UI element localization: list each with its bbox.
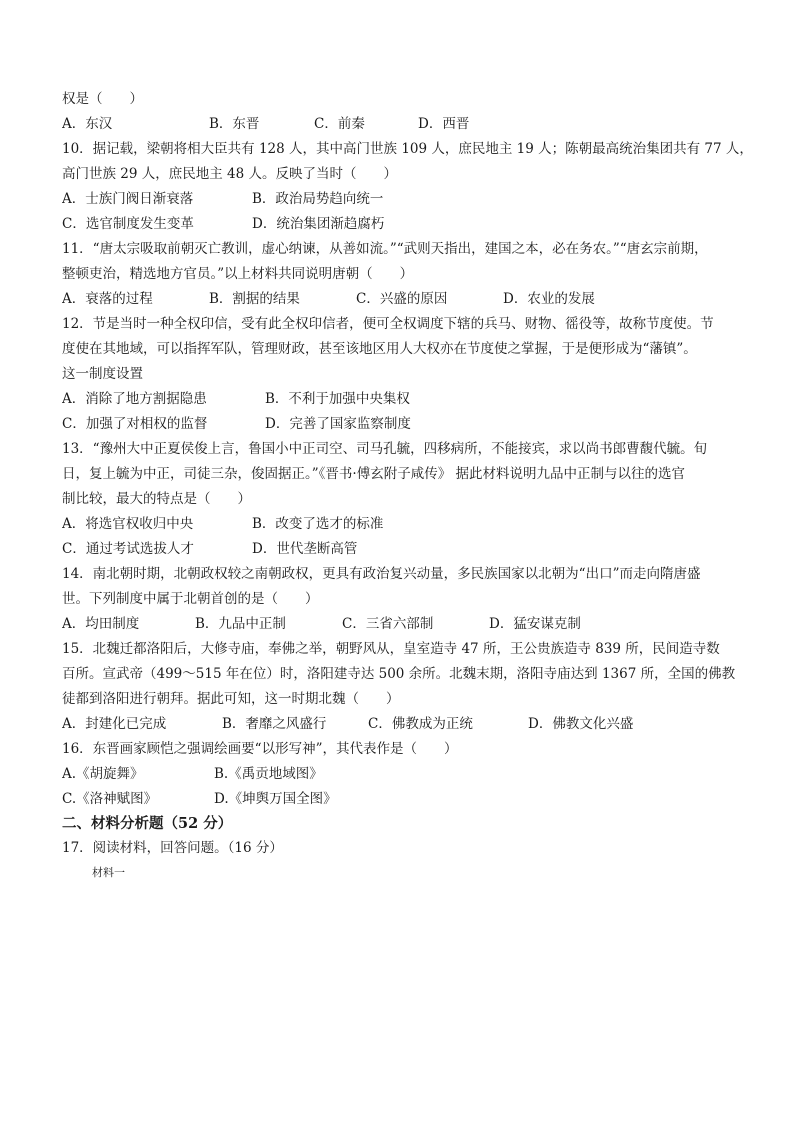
option-c: C.《洛神赋图》	[62, 791, 158, 807]
option-a: A．衰落的过程	[62, 291, 153, 307]
option-c: C．佛教成为正统	[368, 716, 473, 732]
q11-options	[62, 287, 754, 312]
option-b: B．东晋	[209, 116, 260, 132]
option-a: A．东汉	[62, 116, 113, 132]
option-c: C．前秦	[314, 116, 365, 132]
option-c: C．兴盛的原因	[356, 291, 448, 307]
option-d: D．佛教文化兴盛	[528, 716, 634, 732]
q13-options-cd	[62, 537, 754, 562]
q11-stem-1: 11．“唐太宗吸取前朝灭亡教训，虚心纳谏，从善如流。”“武则天指出，建国之本，必在务农。”“唐玄宗前期，	[62, 241, 708, 257]
q13-stem-1: 13．“豫州大中正夏侯俊上言，鲁国小中正司空、司马孔毓，四移病所，不能接宾，求以尚书郎曹馥代毓。旬	[62, 441, 708, 457]
q9-options	[62, 112, 754, 137]
q10-stem-2: 高门世族 29 人，庶民地主 48 人。反映了当时（ ）	[62, 166, 398, 182]
option-a: A.《胡旋舞》	[62, 766, 144, 782]
option-b: B．九品中正制	[195, 616, 286, 632]
q12-options-ab	[62, 387, 754, 412]
q12-options-cd	[62, 412, 754, 437]
q12-stem-2: 度使在其地域，可以指挥军队，管理财政，甚至该地区用人大权亦在节度使之掌握，于是便形成为“藩镇”。	[62, 341, 697, 357]
q15-stem-2: 百所。宣武帝（499～515 年在位）时，洛阳建寺达 500 余所。北魏末期，洛阳寺庙达到 1367 所，全国的佛教	[62, 666, 736, 682]
q15-stem-1: 15．北魏迁都洛阳后，大修寺庙，奉佛之举，朝野风从，皇室造寺 47 所，王公贵族造寺 839 所，民间造寺数	[62, 641, 720, 657]
option-b: B．割据的结果	[209, 291, 300, 307]
q16-options-ab	[62, 762, 754, 787]
q11-stem-2: 整顿吏治，精选地方官员。”以上材料共同说明唐朝（ ）	[62, 266, 414, 282]
q9-stem-end: 权是（ ）	[62, 91, 143, 107]
option-d: D．完善了国家监察制度	[265, 416, 411, 432]
q13-stem-3: 制比较，最大的特点是（ ）	[62, 491, 251, 507]
option-c: C．通过考试选拔人才	[62, 541, 194, 557]
q10-options-cd	[62, 212, 754, 237]
q13-stem-2: 日，复上毓为中正，司徒三杂，俊固据正。”《晋书·傅玄附子咸传》 据此材料说明九品中正制与以往的选官	[62, 466, 685, 482]
q14-options	[62, 612, 754, 637]
option-a: A．封建化已完成	[62, 716, 167, 732]
q13-options-ab	[62, 512, 754, 537]
material-label: 材料一	[92, 866, 125, 879]
q12-stem-1: 12．节是当时一种全权印信，受有此全权印信者，便可全权调度下辖的兵马、财物、徭役等，故称节度使。节	[62, 316, 714, 332]
q15-options	[62, 712, 754, 737]
option-b: B.《禹贡地域图》	[214, 766, 323, 782]
q16-options-cd	[62, 787, 754, 812]
option-c: C．选官制度发生变革	[62, 216, 194, 232]
option-d: D．西晋	[418, 116, 470, 132]
option-d: D．猛安谋克制	[489, 616, 581, 632]
option-d: D．农业的发展	[503, 291, 595, 307]
q14-stem-2: 世。下列制度中属于北朝首创的是（ ）	[62, 591, 319, 607]
option-c: C．加强了对相权的监督	[62, 416, 208, 432]
section-heading: 二、材料分析题（52 分）	[62, 815, 233, 832]
option-d: D．统治集团渐趋腐朽	[252, 216, 385, 232]
option-a: A．将选官权收归中央	[62, 516, 194, 532]
q17-stem: 17．阅读材料，回答问题。（16 分）	[62, 840, 283, 856]
option-a: A．士族门阀日渐衰落	[62, 191, 194, 207]
option-d: D.《坤舆万国全图》	[214, 791, 337, 807]
q10-options-ab	[62, 187, 754, 212]
q10-stem-1: 10．据记载，梁朝将相大臣共有 128 人，其中高门世族 109 人，庶民地主 19 人；陈朝最高统治集团共有 77 人，	[62, 141, 753, 157]
option-b: B．奢靡之风盛行	[222, 716, 327, 732]
option-b: B．政治局势趋向统一	[252, 191, 384, 207]
q15-stem-3: 徒都到洛阳进行朝拜。据此可知，这一时期北魏（ ）	[62, 691, 400, 707]
option-d: D．世代垄断高管	[252, 541, 358, 557]
q12-stem-3: 这一制度设置	[62, 366, 143, 382]
option-b: B．不利于加强中央集权	[265, 391, 410, 407]
option-b: B．改变了选才的标准	[252, 516, 384, 532]
option-a: A．消除了地方割据隐患	[62, 391, 207, 407]
q14-stem-1: 14．南北朝时期，北朝政权较之南朝政权，更具有政治复兴动量，多民族国家以北朝为“出口”而走向隋唐盛	[62, 566, 701, 582]
q16-stem: 16．东晋画家顾恺之强调绘画要“以形写神”，其代表作是（ ）	[62, 741, 458, 757]
option-c: C．三省六部制	[342, 616, 434, 632]
option-a: A．均田制度	[62, 616, 140, 632]
